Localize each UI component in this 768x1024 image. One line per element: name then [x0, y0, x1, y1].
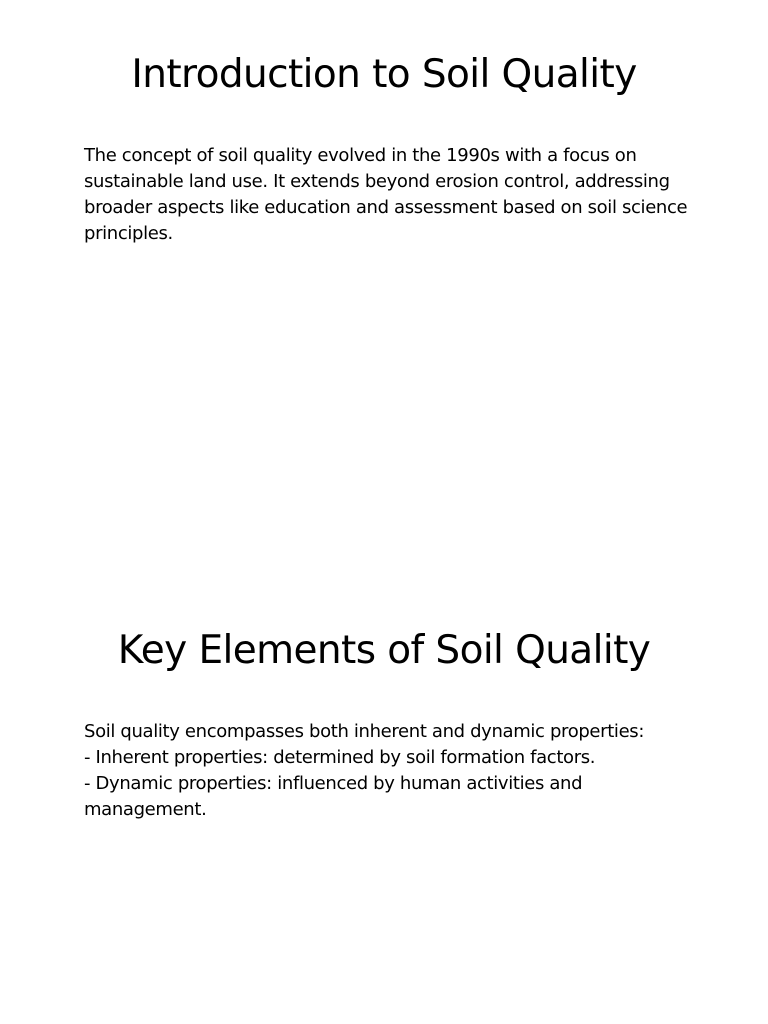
- key-elements-intro-line: Soil quality encompasses both inherent and dynamic properties:: [84, 721, 645, 742]
- section-body-introduction: [84, 143, 694, 247]
- introduction-paragraph: The concept of soil quality evolved in the 1990s with a focus on sustainable land use. It extends beyond erosion control, addressing broader aspects like education and assessment based on soil science principles.: [84, 145, 688, 244]
- key-elements-dynamic-line: - Dynamic properties: influenced by human activities and management.: [84, 773, 583, 820]
- key-elements-inherent-line: - Inherent properties: determined by soil formation factors.: [84, 747, 596, 768]
- section-title-introduction: Introduction to Soil Quality: [131, 52, 637, 97]
- section-title-key-elements: Key Elements of Soil Quality: [117, 628, 651, 673]
- section-body-key-elements: [84, 719, 694, 823]
